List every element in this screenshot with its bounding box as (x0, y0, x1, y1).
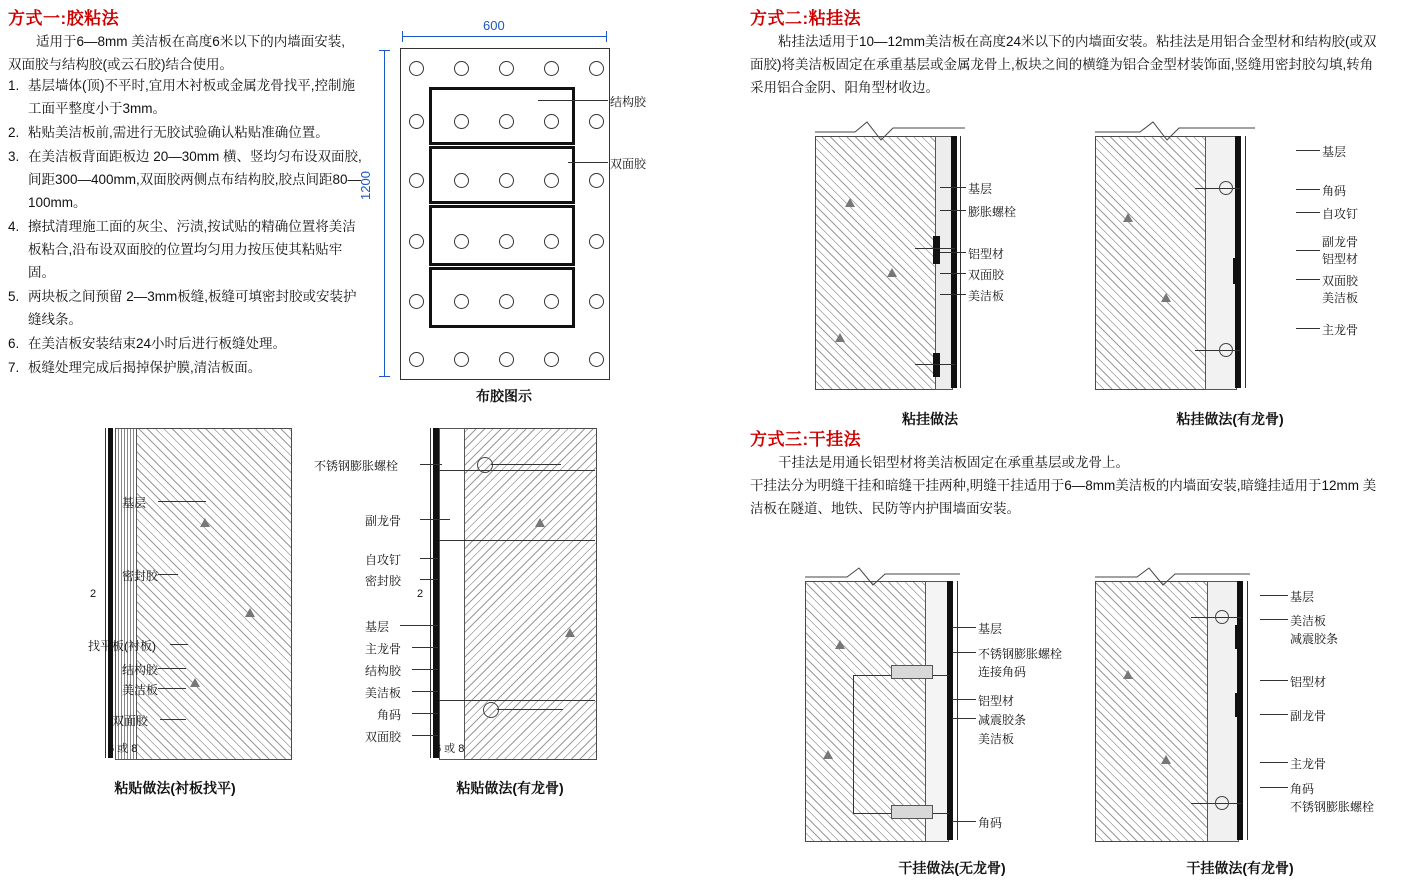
label-panel: 美洁板 (122, 683, 159, 697)
leader-line (940, 273, 966, 274)
glue-dot (454, 61, 469, 76)
list-item-number: 6. (8, 336, 20, 351)
leader-line (420, 519, 450, 520)
list-item-number: 4. (8, 219, 20, 234)
method1-list (8, 74, 363, 380)
label-panel: 美洁板 (1322, 291, 1359, 305)
corner-bracket (891, 665, 933, 679)
caption-hang-with-keel: 粘挂做法(有龙骨) (1176, 411, 1284, 427)
label-double-tape: 双面胶 (112, 714, 149, 728)
list-item-text: 基层墙体(顶)不平时,宜用木衬板或金属龙骨找平,控制施工面平整度小于3mm。 (28, 78, 355, 116)
list-item-text: 板缝处理完成后揭掉保护膜,清洁板面。 (28, 360, 262, 375)
label-self-tapping-screw: 自攻钉 (365, 553, 402, 567)
leader-line (412, 713, 438, 714)
leader-line (940, 187, 966, 188)
label-substrate: 基层 (978, 622, 1003, 636)
leader-line (1296, 279, 1320, 280)
label-substrate: 基层 (1290, 590, 1315, 604)
leader-line (420, 579, 438, 580)
leader-line (412, 669, 438, 670)
label-self-tapping-screw: 自攻钉 (1322, 207, 1359, 221)
bolt-shaft (1195, 350, 1240, 351)
leader-line (952, 821, 976, 822)
glue-panel-outline (400, 48, 610, 380)
aluminium-profile (1235, 625, 1242, 649)
hatch-arrow-icon (1161, 293, 1171, 302)
dim-left-line (384, 50, 385, 376)
list-item-text: 在美洁板背面距板边 20—30mm 横、竖均匀布设双面胶,间距300—400mm,双面胶两侧点布结构胶,胶点间距80—100mm。 (28, 149, 362, 210)
glue-dot (409, 61, 424, 76)
leader-line (1260, 762, 1288, 763)
bolt-shaft (915, 364, 955, 365)
hatch-arrow-icon (1123, 213, 1133, 222)
air-gap (925, 581, 949, 842)
label-aluminium-profile: 铝型材 (978, 694, 1015, 708)
leader-line (158, 688, 186, 689)
edge-line (105, 428, 106, 758)
list-item-number: 7. (8, 360, 20, 375)
hatch-arrow-icon (845, 198, 855, 207)
substrate-hatch (805, 581, 927, 842)
method1-intro: 适用于6—8mm 美洁板在高度6米以下的内墙面安装,双面胶与结构胶(或云石胶)结合使用。 (8, 34, 346, 72)
glue-dot (499, 352, 514, 367)
leader-line (1296, 212, 1320, 213)
detail-adhesive-backerboard (60, 428, 290, 758)
hatch-arrow-icon (190, 678, 200, 687)
caption-hang-no-keel: 粘挂做法 (902, 411, 958, 427)
detail-line (439, 700, 595, 701)
dim-top-tick-left (402, 31, 403, 42)
bolt-icon (1215, 610, 1229, 624)
list-item-number: 1. (8, 78, 20, 93)
glue-dot (544, 61, 559, 76)
dim-left-tick-bottom (379, 376, 390, 377)
list-item (8, 356, 363, 379)
hatch-arrow-icon (535, 518, 545, 527)
dim-top-tick-right (606, 31, 607, 42)
leader-line (1260, 714, 1288, 715)
edge-line (960, 136, 961, 388)
hatch-arrow-icon (1123, 670, 1133, 679)
hatch-arrow-icon (835, 640, 845, 649)
label-damping-strip: 减震胶条 (978, 713, 1027, 727)
leader-line (160, 719, 186, 720)
leader-line (952, 699, 976, 700)
list-item-number: 3. (8, 149, 20, 164)
list-item-number: 2. (8, 125, 20, 140)
label-double-tape: 双面胶 (610, 157, 647, 171)
left-column (0, 0, 700, 890)
leader-line (158, 668, 186, 669)
glue-dot (589, 173, 604, 188)
aluminium-profile (933, 236, 940, 264)
hatch-arrow-icon (245, 608, 255, 617)
label-substrate: 基层 (122, 496, 147, 510)
leader-line (420, 464, 442, 465)
gap-note: 2 (417, 588, 424, 600)
figure-dry-no-keel (805, 565, 1005, 840)
label-panel: 美洁板 (978, 732, 1015, 746)
leader-line (158, 501, 206, 502)
substrate-hatch (815, 136, 937, 390)
leader-line (1260, 787, 1288, 788)
label-structural-glue: 结构胶 (365, 664, 402, 678)
label-expansion-bolt: 膨胀螺栓 (968, 205, 1017, 219)
glue-dot (409, 294, 424, 309)
glue-dot (589, 61, 604, 76)
glue-dot (409, 173, 424, 188)
label-main-keel: 主龙骨 (365, 642, 402, 656)
leader-line (412, 647, 438, 648)
label-panel: 美洁板 (968, 289, 1005, 303)
dim-height-label: 1200 (358, 171, 373, 200)
label-structural-glue: 结构胶 (122, 663, 159, 677)
list-item (8, 285, 363, 331)
edge-line (1247, 581, 1248, 840)
leader-line (568, 162, 608, 163)
label-substrate: 基层 (1322, 145, 1347, 159)
label-sealant: 密封胶 (122, 569, 159, 583)
glue-dot (589, 114, 604, 129)
list-item (8, 332, 363, 355)
hatch-arrow-icon (835, 333, 845, 342)
edge-line (957, 581, 958, 840)
aluminium-profile (1235, 693, 1242, 717)
edge-line (430, 428, 431, 758)
hatch-arrow-icon (565, 628, 575, 637)
hatch-arrow-icon (823, 750, 833, 759)
keel-cavity (439, 428, 465, 760)
method3-intro-1: 干挂法是用通长铝型材将美洁板固定在承重基层或龙骨上。 (778, 455, 1129, 470)
dim-top-line (402, 36, 606, 37)
leader-line (1296, 150, 1320, 151)
glue-layout-figure (358, 10, 670, 410)
break-line-icon (805, 565, 960, 587)
bolt-icon (1219, 343, 1233, 357)
label-ss-expansion-bolt: 不锈钢膨胀螺栓 (314, 459, 399, 473)
list-item (8, 74, 363, 120)
caption-adhesive-keel: 粘贴做法(有龙骨) (456, 780, 564, 796)
bolt-shaft (1195, 188, 1240, 189)
leader-line (1296, 250, 1320, 251)
leader-line (170, 644, 188, 645)
method3-intro-2: 干挂法分为明缝干挂和暗缝干挂两种,明缝干挂适用于6—8mm美洁板的内墙面安装,暗缝挂适用于12mm 美洁板在隧道、地铁、民防等内护围墙面安装。 (750, 478, 1377, 516)
break-line-icon (815, 118, 965, 142)
list-item-text: 擦拭清理施工面的灰尘、污渍,按试贴的精确位置将美洁板粘合,沿布设双面胶的位置均匀用力按压使其粘贴牢固。 (28, 219, 356, 280)
caption-dry-with-keel: 干挂做法(有龙骨) (1186, 860, 1294, 876)
leader-line (412, 735, 438, 736)
panel-layer (951, 136, 957, 388)
edge-line (1245, 136, 1246, 388)
label-ss-expansion-bolt: 不锈钢膨胀螺栓 (978, 647, 1063, 661)
label-panel: 美洁板 (365, 686, 402, 700)
leader-line (940, 294, 966, 295)
label-corner-bracket: 角码 (978, 816, 1003, 830)
tape-band (429, 87, 575, 145)
aluminium-profile (1233, 258, 1240, 284)
tape-band (429, 146, 575, 204)
hatch-arrow-icon (887, 268, 897, 277)
label-substrate: 基层 (365, 620, 390, 634)
label-leveling-board: 找平板(衬板) (88, 639, 156, 653)
leader-line (420, 558, 438, 559)
leader-line (1296, 328, 1320, 329)
leader-line (952, 627, 976, 628)
bolt-icon (483, 702, 499, 718)
leader-line (400, 625, 438, 626)
dim-left-tick-top (379, 50, 390, 51)
tape-band (429, 205, 575, 266)
label-aluminium-profile: 铝型材 (968, 247, 1005, 261)
label-secondary-keel: 副龙骨 (1290, 709, 1327, 723)
gap-note: 2 (90, 588, 97, 600)
panel-layer (433, 428, 439, 758)
backer-board-layer (115, 428, 137, 760)
leader-line (1296, 189, 1320, 190)
thickness-note: 6 或 8 (435, 743, 465, 755)
glue-dot (499, 61, 514, 76)
label-panel: 美洁板 (1290, 614, 1327, 628)
panel-layer (108, 428, 113, 758)
detail-line (439, 470, 595, 471)
method1-title: 方式一:胶粘法 (8, 9, 120, 28)
panel-layer (947, 581, 953, 840)
detail-line (439, 540, 595, 541)
leader-line (538, 100, 608, 101)
label-secondary-keel: 副龙骨 (365, 514, 402, 528)
bolt-icon (1215, 796, 1229, 810)
label-damping-strip: 减震胶条 (1290, 632, 1339, 646)
corner-bracket (891, 805, 933, 819)
bolt-icon (1219, 181, 1233, 195)
list-item-text: 粘贴美洁板前,需进行无胶试验确认粘贴准确位置。 (28, 125, 329, 140)
glue-dot (409, 352, 424, 367)
label-double-tape: 双面胶 (968, 268, 1005, 282)
label-main-keel: 主龙骨 (1290, 757, 1327, 771)
glue-dot (589, 294, 604, 309)
label-structural-glue: 结构胶 (610, 95, 647, 109)
leader-line (1260, 680, 1288, 681)
figure-hang-with-keel (1095, 118, 1295, 388)
tape-band (429, 267, 575, 328)
leader-line (1260, 595, 1288, 596)
label-substrate: 基层 (968, 182, 993, 196)
list-item-text: 在美洁板安装结束24小时后进行板缝处理。 (28, 336, 287, 351)
glue-dot (409, 234, 424, 249)
label-double-tape: 双面胶 (1322, 274, 1359, 288)
label-aluminium-profile: 铝型材 (1290, 675, 1327, 689)
leader-line (940, 210, 966, 211)
label-double-tape: 双面胶 (365, 730, 402, 744)
break-line-icon (1095, 565, 1250, 587)
list-item (8, 215, 363, 284)
list-item-number: 5. (8, 289, 20, 304)
label-corner-bracket: 角码 (1322, 184, 1347, 198)
list-item (8, 121, 363, 144)
substrate-hatch (135, 428, 292, 760)
hatch-arrow-icon (1161, 755, 1171, 764)
hatch-arrow-icon (200, 518, 210, 527)
leader-line (952, 652, 976, 653)
dim-width-label: 600 (483, 18, 505, 33)
bolt-shaft (491, 464, 561, 465)
list-item-text: 两块板之间预留 2—3mm板缝,板缝可填密封胶或安装护缝线条。 (28, 289, 357, 327)
glue-dot (589, 352, 604, 367)
leader-line (940, 252, 966, 253)
caption-dry-no-keel: 干挂做法(无龙骨) (898, 860, 1006, 876)
label-secondary-keel: 副龙骨 (1322, 235, 1359, 249)
bolt-shaft (915, 248, 955, 249)
glue-dot (454, 352, 469, 367)
leader-line (1260, 619, 1288, 620)
label-aluminium-profile: 铝型材 (1322, 252, 1359, 266)
label-main-keel: 主龙骨 (1322, 323, 1359, 337)
label-corner-bracket: 角码 (1290, 782, 1315, 796)
label-connector-bracket: 连接角码 (978, 665, 1027, 679)
glue-dot (409, 114, 424, 129)
caption-adhesive-backerboard: 粘贴做法(衬板找平) (114, 780, 236, 796)
thickness-note: 6 或 8 (108, 743, 138, 755)
bolt-shaft (497, 709, 563, 710)
leader-line (412, 691, 438, 692)
method2-title: 方式二:粘挂法 (750, 9, 862, 28)
break-line-icon (1095, 118, 1255, 142)
method2-intro: 粘挂法适用于10—12mm美洁板在高度24米以下的内墙面安装。粘挂法是用铝合金型材和结构胶(或双面胶)将美洁板固定在承重基层或金属龙骨上,板块之间的横缝为铝合金型材装饰面,竖缝用密封胶勾填,转角采用铝合金阴、阳角型材收边。 (750, 34, 1377, 95)
aluminium-profile (933, 353, 940, 377)
bolt-icon (477, 457, 493, 473)
bracket-line (853, 675, 854, 813)
method3-intro (750, 451, 1380, 520)
right-column (700, 0, 1409, 890)
leader-line (952, 718, 976, 719)
label-corner-bracket: 角码 (377, 708, 402, 722)
figure-dry-with-keel (1095, 565, 1305, 840)
label-ss-expansion-bolt: 不锈钢膨胀螺栓 (1290, 800, 1375, 814)
label-sealant: 密封胶 (365, 574, 402, 588)
list-item (8, 145, 363, 214)
glue-figure-caption: 布胶图示 (476, 388, 532, 404)
detail-adhesive-keel (417, 428, 595, 758)
substrate-hatch (1095, 136, 1207, 390)
glue-dot (589, 234, 604, 249)
glue-dot (544, 352, 559, 367)
method3-title: 方式三:干挂法 (750, 430, 862, 449)
leader-line (158, 574, 178, 575)
